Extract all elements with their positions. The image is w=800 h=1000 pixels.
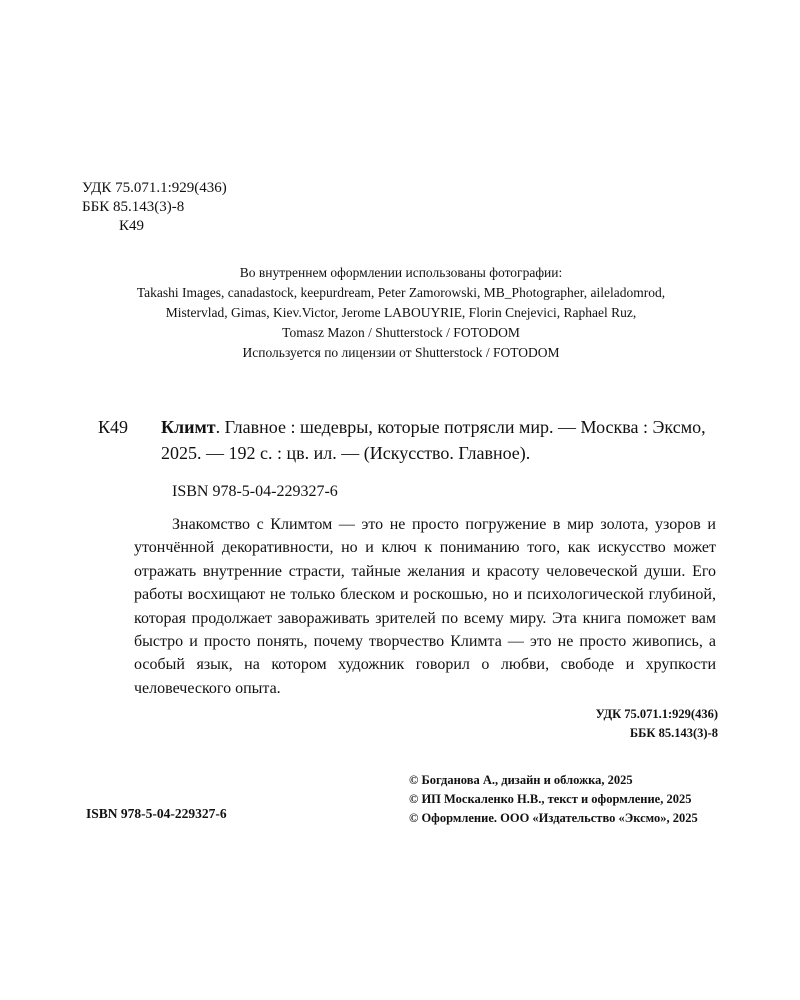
copyright-line: © Оформление. ООО «Издательство «Эксмо», 2025 bbox=[409, 811, 698, 825]
photo-credits-line: Во внутреннем оформлении использованы фотографии: bbox=[239, 265, 563, 280]
entry-author-mark: К49 bbox=[98, 417, 129, 437]
photo-credits-line: Mistervlad, Gimas, Kiev.Victor, Jerome LABOUYRIE, Florin Cnejevici, Raphael Ruz, bbox=[165, 305, 637, 320]
license-line: Используется по лицензии от Shutterstock / FOTODOM bbox=[242, 345, 560, 360]
annotation: Знакомство с Климтом — это не просто погружение в мир золота, узоров и утончённой декоративности, но и ключ к пониманию того, как искусство может отражать внутренние страсти, тайные желания и красоту человеческой души. Его работы восхищают не только блеском и роскошью, но и психологической глубиной, которая продолжает завораживать зрителей по всему миру. Эта книга поможет вам быстро и просто понять, почему творчество Климта — это не просто живопись, а особый язык, на котором художник говорил о любви, свободе и хрупкости человеческого опыта. bbox=[134, 516, 716, 697]
entry-description: . Главное : шедевры, которые потрясли мир. — Москва : Эксмо, 2025. — 192 с. : цв. ил. — (Искусство. Главное). bbox=[161, 417, 706, 463]
copyright-block bbox=[409, 771, 698, 828]
author-mark: К49 bbox=[119, 218, 145, 234]
bbk-code-right: ББК 85.143(3)-8 bbox=[629, 726, 718, 740]
entry-reference bbox=[161, 414, 720, 466]
entry-author: Климт bbox=[161, 417, 216, 437]
bibliographic-entry bbox=[98, 414, 720, 466]
udc-code-right: УДК 75.071.1:929(436) bbox=[595, 707, 718, 721]
isbn-bottom: ISBN 978-5-04-229327-6 bbox=[86, 806, 227, 821]
isbn: ISBN 978-5-04-229327-6 bbox=[172, 483, 338, 500]
udc-code: УДК 75.071.1:929(436) bbox=[82, 180, 227, 196]
copyright-line: © ИП Москаленко Н.В., текст и оформление, 2025 bbox=[409, 792, 692, 806]
classification-codes bbox=[82, 179, 227, 236]
photo-credits-line: Takashi Images, canadastock, keepurdream, Peter Zamorowski, MB_Photographer, aileladomrod, bbox=[136, 285, 666, 300]
bbk-code: ББК 85.143(3)-8 bbox=[82, 199, 185, 215]
photo-credits bbox=[80, 263, 722, 363]
classification-codes-right bbox=[560, 705, 718, 743]
photo-credits-line: Tomasz Mazon / Shutterstock / FOTODOM bbox=[282, 325, 520, 340]
copyright-line: © Богданова А., дизайн и обложка, 2025 bbox=[409, 773, 633, 787]
